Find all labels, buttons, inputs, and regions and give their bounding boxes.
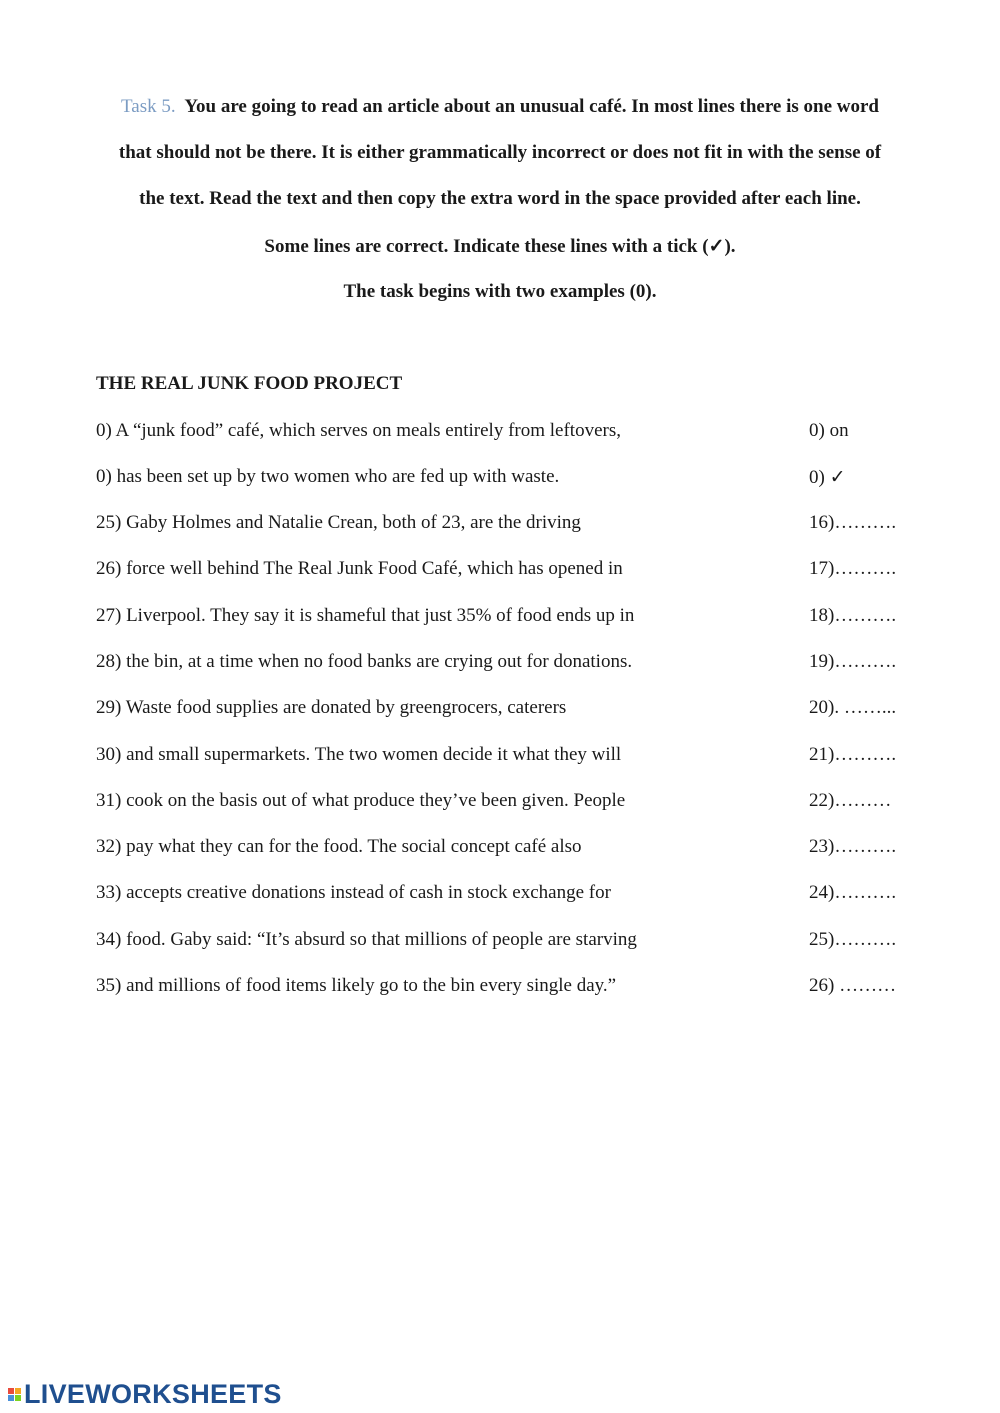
text-line: 30) and small supermarkets. The two women decide it what they will	[96, 744, 622, 765]
article-row	[96, 558, 906, 584]
logo-squares-icon	[8, 1388, 21, 1401]
article-row	[96, 929, 906, 955]
answer-input[interactable]: 22)………	[809, 790, 892, 811]
instruction-line-3: the text. Read the text and then copy the extra word in the space provided after each line.	[139, 188, 861, 209]
brand-name: LIVEWORKSHEETS	[24, 1378, 282, 1409]
instruction-line-1	[90, 96, 910, 118]
article-row	[96, 512, 906, 538]
text-line: 35) and millions of food items likely go to the bin every single day.”	[96, 975, 617, 996]
instruction-line-5: The task begins with two examples (0).	[343, 281, 657, 302]
article-row	[96, 836, 906, 862]
answer-slot: 0) on	[809, 420, 849, 441]
article-row	[96, 651, 906, 677]
logo-square-orange	[15, 1388, 21, 1394]
text-line: 26) force well behind The Real Junk Food Café, which has opened in	[96, 558, 623, 579]
text-line: 34) food. Gaby said: “It’s absurd so that millions of people are starving	[96, 929, 637, 950]
answer-input[interactable]: 16)……….	[809, 512, 897, 533]
article-row	[96, 882, 906, 908]
article-row	[96, 466, 906, 492]
text-line: 32) pay what they can for the food. The social concept café also	[96, 836, 582, 857]
task-label: Task 5.	[121, 96, 176, 117]
article-row	[96, 975, 906, 1001]
article-title: THE REAL JUNK FOOD PROJECT	[96, 373, 403, 394]
article-row	[96, 420, 906, 446]
answer-input[interactable]: 19)……….	[809, 651, 897, 672]
answer-input[interactable]: 18)……….	[809, 605, 897, 626]
text-line: 25) Gaby Holmes and Natalie Crean, both of 23, are the driving	[96, 512, 581, 533]
text-line: 27) Liverpool. They say it is shameful that just 35% of food ends up in	[96, 605, 635, 626]
article-row	[96, 605, 906, 631]
answer-input[interactable]: 17)……….	[809, 558, 897, 579]
article-row	[96, 744, 906, 770]
text-line: 0) A “junk food” café, which serves on meals entirely from leftovers,	[96, 420, 621, 441]
answer-input[interactable]: 26) ………	[809, 975, 897, 996]
text-line: 28) the bin, at a time when no food banks are crying out for donations.	[96, 651, 633, 672]
logo-square-blue	[8, 1395, 14, 1401]
text-line: 31) cook on the basis out of what produce they’ve been given. People	[96, 790, 626, 811]
instruction-line-2: that should not be there. It is either grammatically incorrect or does not fit in with the sense of	[118, 142, 882, 163]
text-line: 33) accepts creative donations instead of cash in stock exchange for	[96, 882, 611, 903]
answer-input[interactable]: 24)……….	[809, 882, 897, 903]
text-line: 29) Waste food supplies are donated by greengrocers, caterers	[96, 697, 567, 718]
answer-input[interactable]: 23)……….	[809, 836, 897, 857]
answer-input[interactable]: 21)……….	[809, 744, 897, 765]
article-row	[96, 790, 906, 816]
text-line: 0) has been set up by two women who are fed up with waste.	[96, 466, 560, 487]
instruction-line-4: Some lines are correct. Indicate these lines with a tick (✓).	[264, 236, 736, 257]
answer-input[interactable]: 25)……….	[809, 929, 897, 950]
logo-square-green	[15, 1395, 21, 1401]
answer-input[interactable]: 20). ……...	[809, 697, 897, 718]
liveworksheets-logo[interactable]	[8, 1380, 282, 1408]
article-row	[96, 697, 906, 723]
answer-slot: 0) ✓	[809, 467, 846, 488]
logo-square-red	[8, 1388, 14, 1394]
instruction-text-1: You are going to read an article about an unusual café. In most lines there is one word	[184, 96, 879, 117]
